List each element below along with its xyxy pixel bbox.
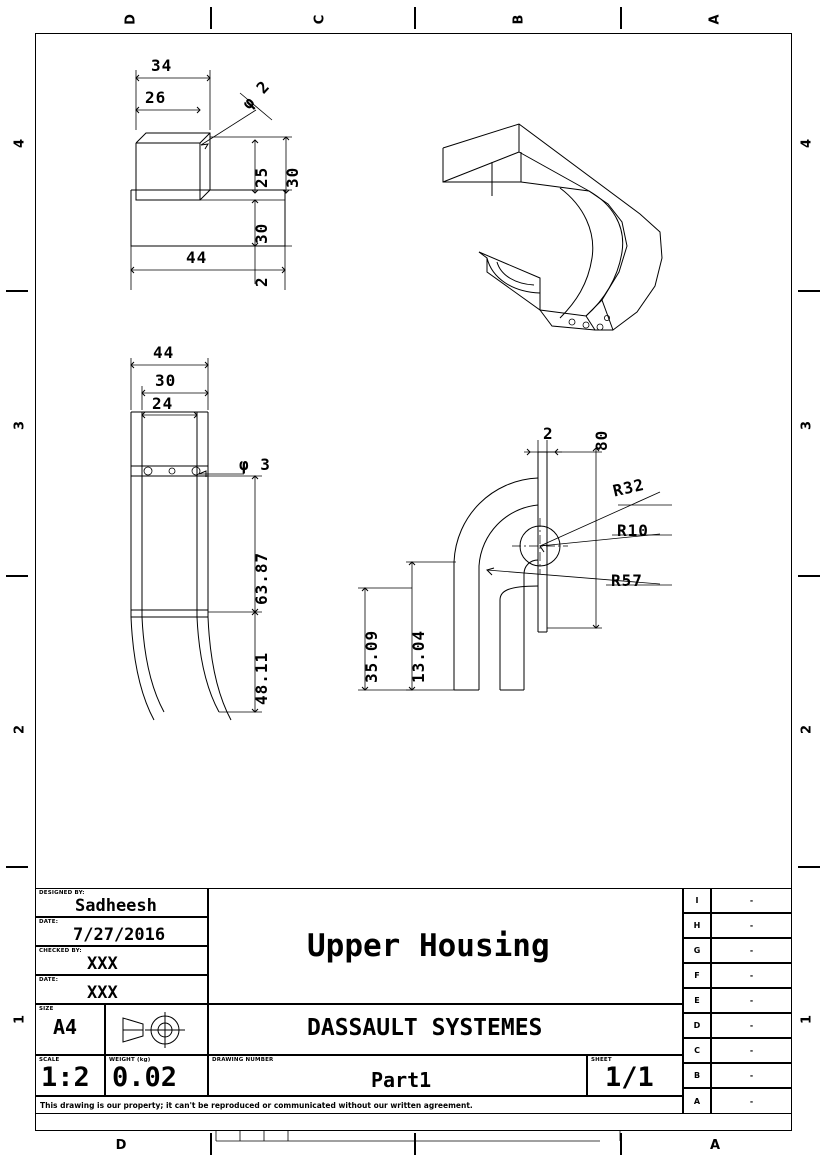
sheet-label: SHEET [591, 1057, 612, 1063]
revision-letter: B [683, 1063, 711, 1088]
revision-letter: G [683, 938, 711, 963]
legal-note: This drawing is our property; it can't be reproduced or communicated without our written agreement. [40, 1101, 473, 1110]
dim-13-04: 13.04 [409, 629, 428, 683]
scale-value: 1:2 [41, 1062, 90, 1093]
date-value-1: 7/27/2016 [73, 925, 166, 945]
size-value: A4 [53, 1015, 78, 1039]
revision-value: - [711, 1013, 792, 1038]
zone-label-top-d: D [123, 14, 139, 25]
date-label-1: DATE: [39, 919, 59, 925]
zone-label-right-1: 1 [799, 1014, 815, 1025]
dim-2-top: 2 [252, 276, 271, 287]
dim-44-top: 44 [186, 248, 208, 267]
dim-30-lower: 30 [252, 222, 271, 244]
zone-label-top-b: B [511, 14, 527, 25]
zone-label-left-4: 4 [12, 138, 28, 149]
zone-label-bottom-d: D [115, 1138, 127, 1153]
checked-by-value: XXX [87, 954, 118, 974]
scale-label: SCALE [39, 1057, 60, 1063]
dim-26: 26 [145, 88, 167, 107]
zone-label-top-a: A [707, 14, 723, 25]
revision-value: - [711, 1063, 792, 1088]
bottom-edge-marks [0, 1125, 827, 1165]
dim-34: 34 [151, 56, 173, 75]
zone-label-top-c: C [312, 14, 328, 25]
dim-phi-3: φ 3 [239, 455, 271, 474]
dim-phi-2: φ 2 [238, 76, 274, 113]
dim-r57: R57 [611, 571, 643, 590]
revision-value: - [711, 988, 792, 1013]
zone-label-right-2: 2 [799, 724, 815, 735]
weight-label: WEIGHT (kg) [109, 1057, 151, 1063]
revision-value: - [711, 888, 792, 913]
revision-letter: E [683, 988, 711, 1013]
revision-letter: C [683, 1038, 711, 1063]
company-name: DASSAULT SYSTEMES [307, 1015, 543, 1041]
zone-label-right-4: 4 [799, 138, 815, 149]
designed-by-label: DESIGNED BY: [39, 890, 85, 896]
dim-r32: R32 [611, 474, 647, 501]
dim-2-side: 2 [543, 424, 554, 443]
dim-30-top: 30 [283, 166, 302, 188]
title-block [35, 888, 792, 1131]
revision-value: - [711, 913, 792, 938]
zone-label-left-2: 2 [12, 724, 28, 735]
checked-by-label: CHECKED BY: [39, 948, 82, 954]
dim-25: 25 [252, 166, 271, 188]
revision-letter: A [683, 1088, 711, 1114]
dim-35-09: 35.09 [362, 629, 381, 683]
dim-48-11: 48.11 [252, 651, 271, 705]
revision-value: - [711, 963, 792, 988]
revision-letter: F [683, 963, 711, 988]
zone-label-left-3: 3 [12, 420, 28, 431]
revision-letter: H [683, 913, 711, 938]
revision-letter: I [683, 888, 711, 913]
dim-44-front: 44 [153, 343, 175, 362]
weight-value: 0.02 [112, 1062, 178, 1093]
dim-24-front: 24 [152, 394, 174, 413]
zone-label-left-1: 1 [12, 1014, 28, 1025]
dim-r10: R10 [617, 521, 649, 540]
drawing-number-label: DRAWING NUMBER [212, 1057, 274, 1063]
revision-letter: D [683, 1013, 711, 1038]
zone-label-bottom-a: A [709, 1138, 721, 1153]
revision-value: - [711, 938, 792, 963]
revision-value: - [711, 1038, 792, 1063]
size-label: SIZE [39, 1006, 54, 1012]
drawing-title: Upper Housing [307, 928, 550, 964]
dim-63-87: 63.87 [252, 551, 271, 605]
designed-by-value: Sadheesh [75, 896, 157, 916]
date-cell-2 [35, 975, 208, 1004]
dim-30-front: 30 [155, 371, 177, 390]
drawing-number-value: Part1 [371, 1068, 432, 1092]
zone-label-right-3: 3 [799, 420, 815, 431]
first-angle-projection-icon [105, 1004, 208, 1055]
revision-value: - [711, 1088, 792, 1114]
date-value-2: XXX [87, 983, 118, 1003]
sheet-number-value: 1/1 [605, 1062, 654, 1093]
dim-80: 80 [592, 429, 611, 451]
date-label-2: DATE: [39, 977, 59, 983]
